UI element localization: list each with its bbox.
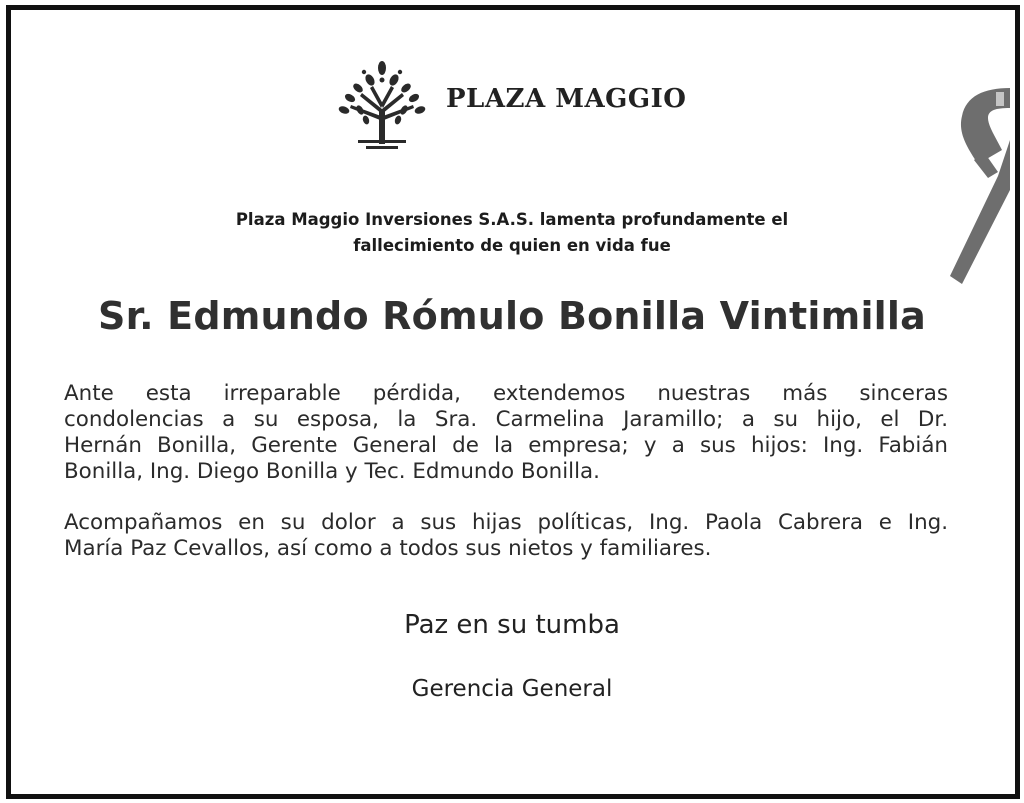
paragraph-line: Hernán Bonilla, Gerente General de la empresa; y a sus hijos: Ing. Fabián	[64, 433, 948, 458]
signature: Gerencia General	[411, 676, 613, 702]
intro-line: Plaza Maggio Inversiones S.A.S. lamenta profundamente el	[235, 210, 789, 229]
paragraph-line: Ante esta irreparable pérdida, extendemos nuestras más sinceras	[64, 381, 948, 406]
intro-line: fallecimiento de quien en vida fue	[353, 236, 671, 255]
intro-text	[180, 207, 844, 259]
mourning-ribbon-icon	[944, 80, 1014, 290]
family-paragraph	[64, 510, 948, 562]
closing-phrase: Paz en su tumba	[404, 610, 620, 640]
paragraph-line: condolencias a su esposa, la Sra. Carmelina Jaramillo; a su hijo, el Dr.	[64, 407, 948, 432]
paragraph-line: Acompañamos en su dolor a sus hijas políticas, Ing. Paola Cabrera e Ing.	[64, 510, 948, 535]
condolence-paragraph	[64, 381, 948, 485]
paragraph-line: Bonilla, Ing. Diego Bonilla y Tec. Edmundo Bonilla.	[64, 459, 600, 484]
paragraph-line: María Paz Cevallos, así como a todos sus nietos y familiares.	[64, 536, 712, 561]
brand-name: PLAZA MAGGIO	[446, 84, 687, 114]
deceased-name: Sr. Edmundo Rómulo Bonilla Vintimilla	[98, 294, 926, 338]
tree-logo-icon	[336, 58, 428, 154]
